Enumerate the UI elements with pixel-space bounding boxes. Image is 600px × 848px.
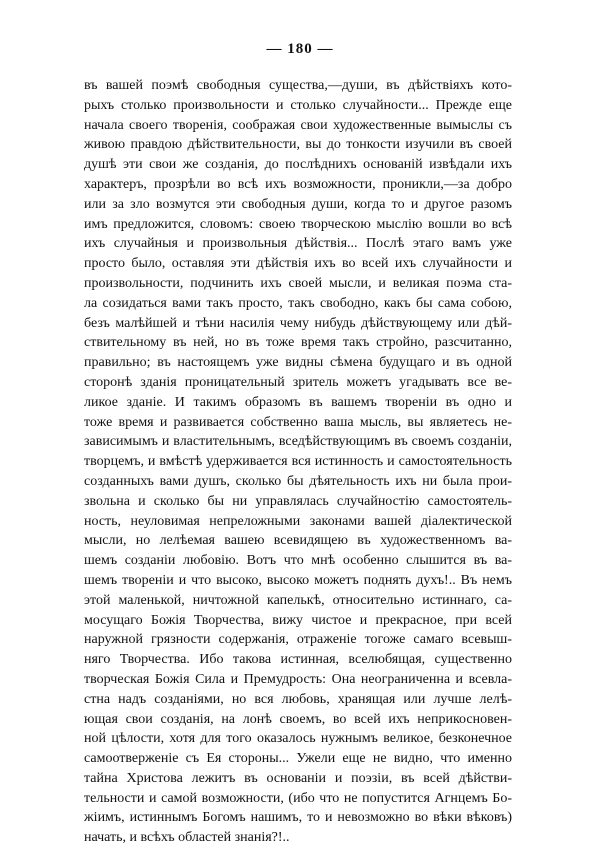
text-line: зависимымъ и властительнымъ, вседѣйствующимъ въ своемъ созданіи, <box>84 434 512 450</box>
text-line: произвольности, подчинить ихъ своей мысли, и великая поэма ста- <box>84 275 512 291</box>
text-line: имъ предложится, словомъ: своею творческою мыслію вошли во всѣ <box>84 216 512 232</box>
text-line: самоотверженіе съ Ея стороны... Ужели еще не видно, что именно <box>84 751 512 767</box>
text-line: рыхъ столько произвольности и столько случайности... Прежде еще <box>84 97 512 113</box>
text-line: просто было, оставляя эти дѣйствія ихъ во всей ихъ случайности и <box>84 256 512 272</box>
text-line: ность, неуловимая непреложными законами вашей діалектической <box>84 513 512 529</box>
text-line: творческая Божія Сила и Премудрость: Она неограниченна и всевла- <box>84 671 512 687</box>
text-line: мосущаго Божія Творчества, вижу чистое и прекрасное, при всей <box>84 612 512 628</box>
text-line: въ вашей поэмѣ свободныя существа,—души, въ дѣйствіяхъ кото- <box>84 78 512 93</box>
text-line: живою правдою дѣйствительности, вы до тонкости изучили въ своей <box>84 137 512 153</box>
text-line: наружной грязности содержанія, отраженіе тогоже самаго всевыш- <box>84 632 512 648</box>
text-line: начала своего творенія, соображая свои художественные вымыслы съ <box>84 117 512 133</box>
text-line: безъ малѣйшей и тѣни насилія чему нибудь дѣйствующему или дѣй- <box>84 315 512 331</box>
text-line: или за зло возмутся эти свободныя души, когда то и другое разомъ <box>84 196 512 212</box>
text-line: стна надъ созданіями, но вся любовь, хранящая или лучше лелѣ- <box>84 691 512 707</box>
text-line: характеръ, прозрѣли во всѣ ихъ возможности, проникли,—за добро <box>84 176 512 192</box>
text-line: тоже время и развивается собственно ваша мысль, вы являетесь не- <box>84 414 512 430</box>
text-line: ющая свои созданія, на лонѣ своемъ, во всей ихъ неприкосновен- <box>84 711 512 727</box>
text-line: душѣ эти свои же созданія, до послѣднихъ основаній извѣдали ихъ <box>84 157 512 173</box>
text-line: ихъ случайныя и произвольныя дѣйствія... Послѣ этаго вамъ уже <box>84 236 512 252</box>
text-line: ла созидаться вами такъ просто, такъ свободно, какъ бы сама собою, <box>84 295 512 311</box>
page-number: — 180 — <box>266 41 334 57</box>
text-line: жіимъ, истиннымъ Богомъ нашимъ, то и невозможно во вѣки вѣковъ) <box>84 810 512 826</box>
text-line: шемъ созданіи любовію. Вотъ что мнѣ особенно слышится въ ва- <box>84 553 512 569</box>
text-line: шемъ твореніи и что высоко, высоко можетъ поднять духъ!.. Въ немъ <box>84 572 512 588</box>
text-line: ствительному въ ней, но въ тоже время такъ стройно, разсчитанно, <box>84 335 512 351</box>
text-line: этой маленькой, ничтожной капелькѣ, относительно истиннаго, са- <box>84 592 512 608</box>
text-line: мысли, но лелѣемая вашею всевидящею въ художественномъ ва- <box>84 533 512 549</box>
text-line: сторонѣ зданія проницательный зритель можетъ угадывать все ве- <box>84 374 512 390</box>
text-line: начать, и всѣхъ областей знанія?!.. <box>84 830 290 846</box>
text-line: звольна и сколько бы ни управлялась случайностію самостоятель- <box>84 493 512 509</box>
text-line: правильно; въ настоящемъ уже видны сѣмена будущаго и въ одной <box>84 355 512 371</box>
body-text <box>84 76 512 848</box>
text-line: ликое зданіе. И такимъ образомъ въ вашемъ твореніи въ одно и <box>84 394 512 410</box>
text-line: созданныхъ вами душъ, сколько бы дѣятельность ихъ ни была прои- <box>84 473 512 489</box>
text-line: няго Творчества. Ибо такова истинная, вселюбящая, существенно <box>84 652 512 668</box>
text-line: творцемъ, и вмѣстѣ удерживается вся истинность и самостоятельность <box>84 454 512 470</box>
text-line: ной цѣлости, хотя для того оказалось нужнымъ великое, безконечное <box>84 731 512 747</box>
text-line: тайна Христова лежитъ въ основаніи и поэзіи, въ всей дѣйстви- <box>84 770 512 786</box>
text-line: тельности и самой возможности, (ибо что не попустится Агнцемъ Бо- <box>84 790 512 806</box>
